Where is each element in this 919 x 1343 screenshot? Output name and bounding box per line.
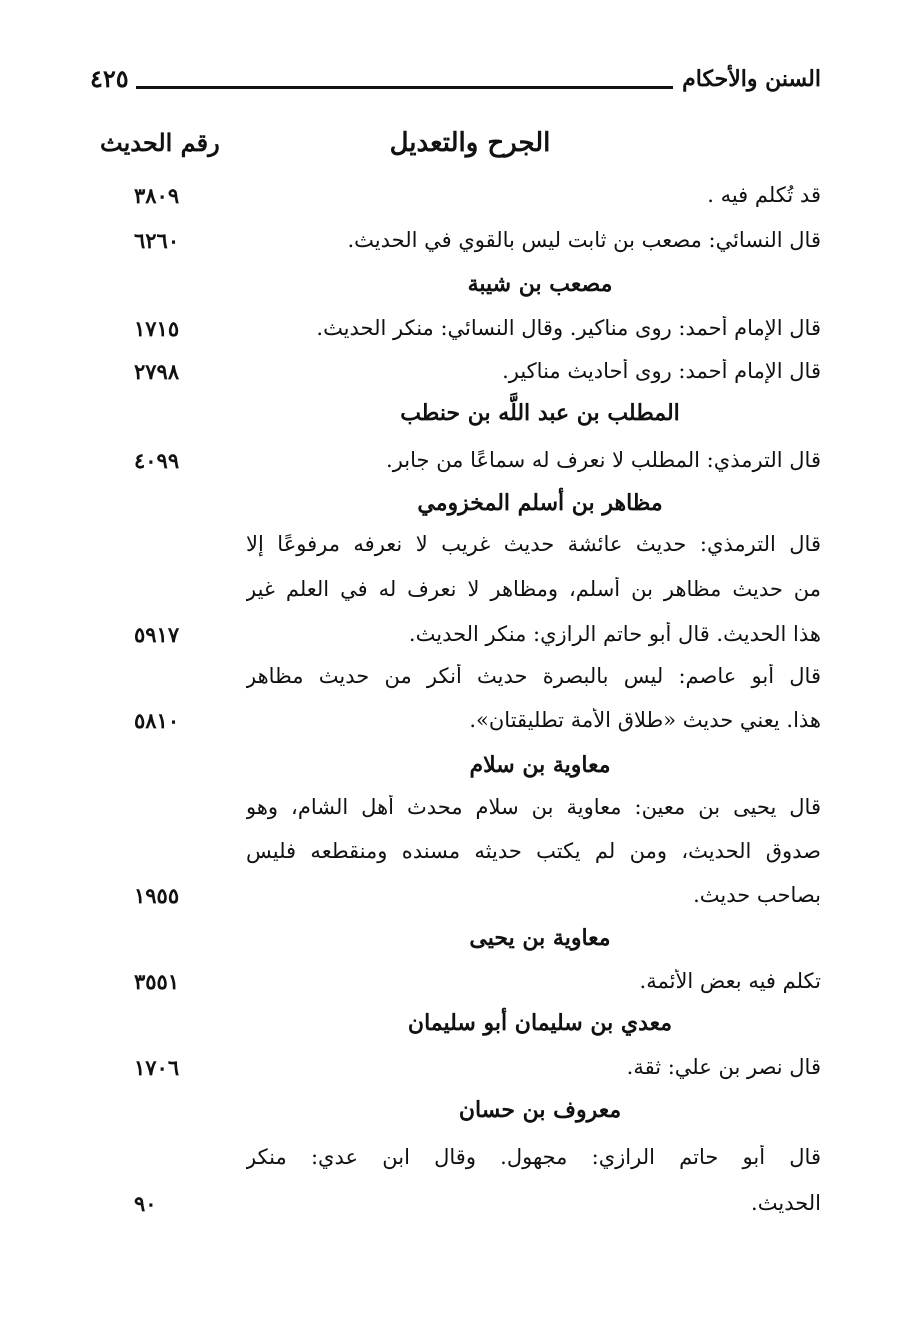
text-line: قال الترمذي: حديث عائشة حديث غريب لا نعرفه مرفوعًا إلا: [246, 532, 821, 556]
text-line: قد تُكلم فيه .: [707, 183, 821, 207]
hadith-number: ٣٥٥١: [134, 969, 180, 994]
text-line: قال يحيى بن معين: معاوية بن سلام محدث أهل الشام، وهو: [246, 795, 821, 819]
text-line: قال الإمام أحمد: روى مناكير. وقال النسائي: منكر الحديث.: [316, 316, 821, 340]
text-line: من حديث مظاهر بن أسلم، ومظاهر لا نعرف له في العلم غير: [246, 577, 821, 601]
narrator-name: معاوية بن سلام: [469, 752, 611, 778]
header-rule: [136, 86, 673, 89]
text-line: هذا. يعني حديث «طلاق الأمة تطليقتان».: [469, 708, 821, 732]
text-line: قال الإمام أحمد: روى أحاديث مناكير.: [502, 359, 821, 383]
text-line: بصاحب حديث.: [693, 883, 821, 907]
text-line: قال أبو عاصم: ليس بالبصرة حديث أنكر من حديث مظاهر: [246, 664, 821, 688]
narrator-name: معاوية بن يحيى: [469, 925, 611, 951]
hadith-number: ٥٩١٧: [134, 622, 180, 647]
main-column-heading: الجرح والتعديل: [389, 128, 551, 158]
text-line: قال الترمذي: المطلب لا نعرف له سماعًا من جابر.: [386, 448, 821, 472]
narrator-name: معدي بن سليمان أبو سليمان: [407, 1010, 673, 1036]
narrator-name: المطلب بن عبد اللَّه بن حنطب: [400, 400, 680, 426]
text-line: تكلم فيه بعض الأئمة.: [639, 969, 821, 993]
narrator-name: معروف بن حسان: [458, 1097, 622, 1123]
text-line: قال أبو حاتم الرازي: مجهول. وقال ابن عدي: منكر: [246, 1145, 821, 1169]
text-line: قال نصر بن علي: ثقة.: [626, 1055, 821, 1079]
hadith-number: ٤٠٩٩: [134, 448, 180, 473]
text-line: هذا الحديث. قال أبو حاتم الرازي: منكر الحديث.: [408, 622, 821, 646]
page-number: ٤٢٥: [90, 64, 129, 93]
hadith-number: ٣٨٠٩: [134, 183, 180, 208]
text-line: صدوق الحديث، ومن لم يكتب حديثه مسنده ومنقطعه فليس: [246, 839, 821, 863]
narrator-name: مصعب بن شيبة: [467, 271, 613, 297]
narrator-name: مظاهر بن أسلم المخزومي: [417, 490, 663, 516]
hadith-number: ١٧١٥: [134, 316, 180, 341]
hadith-number: ٩٠: [134, 1191, 157, 1216]
number-column-heading: رقم الحديث: [100, 128, 220, 157]
running-head-title: السنن والأحكام: [682, 66, 821, 92]
hadith-number: ٥٨١٠: [134, 708, 180, 733]
hadith-number: ١٧٠٦: [134, 1055, 180, 1080]
hadith-number: ٦٢٦٠: [134, 228, 180, 253]
text-line: الحديث.: [751, 1191, 821, 1215]
hadith-number: ١٩٥٥: [134, 883, 180, 908]
text-line: قال النسائي: مصعب بن ثابت ليس بالقوي في الحديث.: [347, 228, 821, 252]
hadith-number: ٢٧٩٨: [134, 359, 180, 384]
